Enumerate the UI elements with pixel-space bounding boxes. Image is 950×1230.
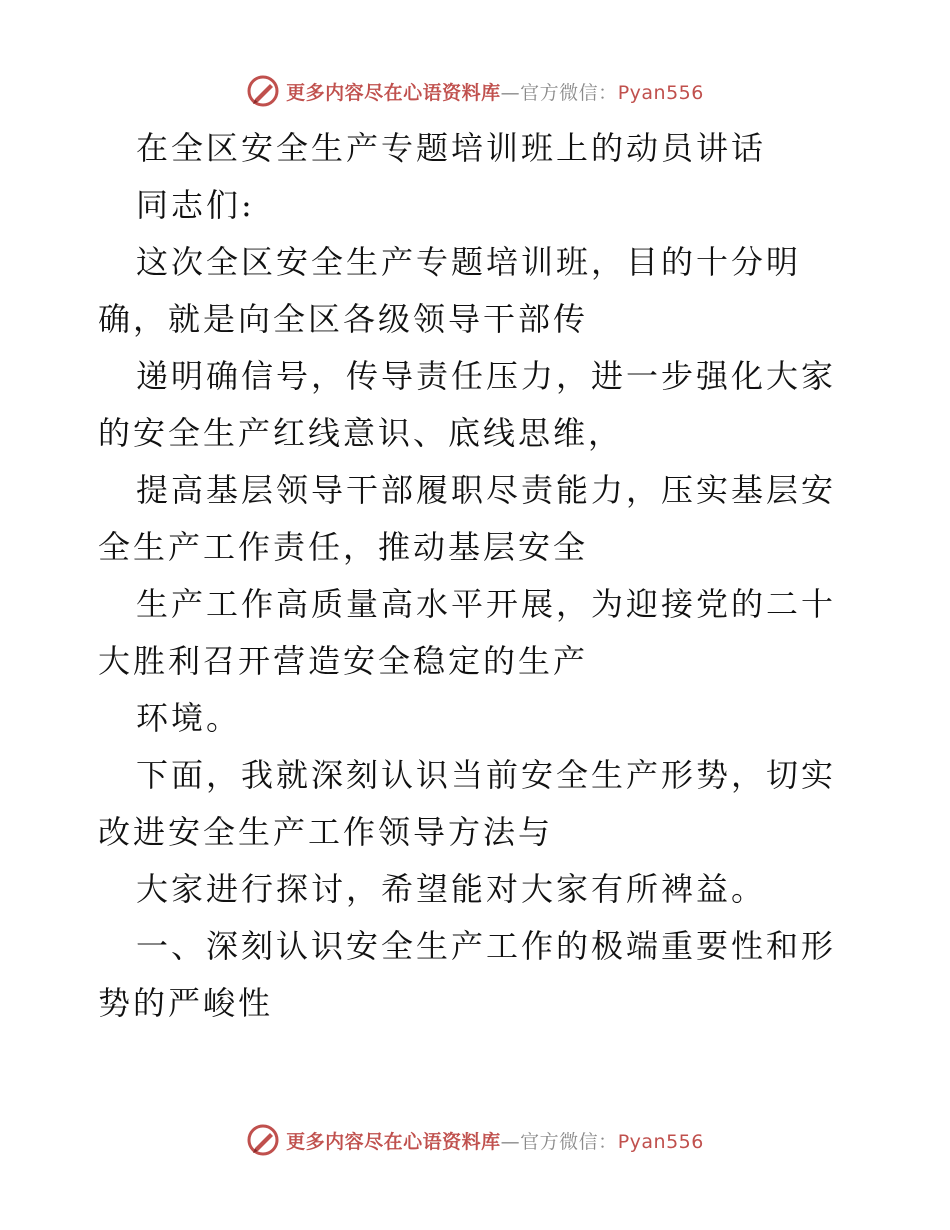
document-title: 在全区安全生产专题培训班上的动员讲话 bbox=[136, 129, 767, 167]
banner-text bbox=[286, 78, 704, 105]
paragraph: 生产工作高质量高水平开展，为迎接党的二十大胜利召开营造安全稳定的生产 bbox=[98, 585, 837, 680]
paragraph: 环境。 bbox=[136, 699, 242, 737]
banner-dash: — bbox=[500, 1130, 521, 1153]
salutation: 同志们: bbox=[136, 186, 255, 224]
header-watermark-banner bbox=[0, 71, 950, 111]
document-body bbox=[98, 120, 858, 1032]
footer-watermark-banner bbox=[0, 1120, 950, 1160]
banner-wechat-id: Pyan556 bbox=[617, 81, 704, 104]
banner-wechat-label: 官方微信： bbox=[520, 81, 618, 104]
banner-wechat-label: 官方微信： bbox=[520, 1130, 618, 1153]
paragraph: 下面，我就深刻认识当前安全生产形势，切实改进安全生产工作领导方法与 bbox=[98, 756, 837, 851]
banner-text bbox=[286, 1127, 704, 1154]
banner-main-text: 更多内容尽在心语资料库 bbox=[286, 1130, 501, 1153]
paragraph: 大家进行探讨，希望能对大家有所裨益。 bbox=[136, 870, 767, 908]
paragraph: 这次全区安全生产专题培训班，目的十分明确，就是向全区各级领导干部传 bbox=[98, 243, 802, 338]
section-heading: 一、深刻认识安全生产工作的极端重要性和形势的严峻性 bbox=[98, 927, 837, 1022]
quill-pen-logo-icon bbox=[246, 1123, 280, 1157]
paragraph: 提高基层领导干部履职尽责能力，压实基层安全生产工作责任，推动基层安全 bbox=[98, 471, 837, 566]
paragraph: 递明确信号，传导责任压力，进一步强化大家的安全生产红线意识、底线思维， bbox=[98, 357, 837, 452]
quill-pen-logo-icon bbox=[246, 74, 280, 108]
banner-main-text: 更多内容尽在心语资料库 bbox=[286, 81, 501, 104]
banner-wechat-id: Pyan556 bbox=[617, 1130, 704, 1153]
banner-dash: — bbox=[500, 81, 521, 104]
